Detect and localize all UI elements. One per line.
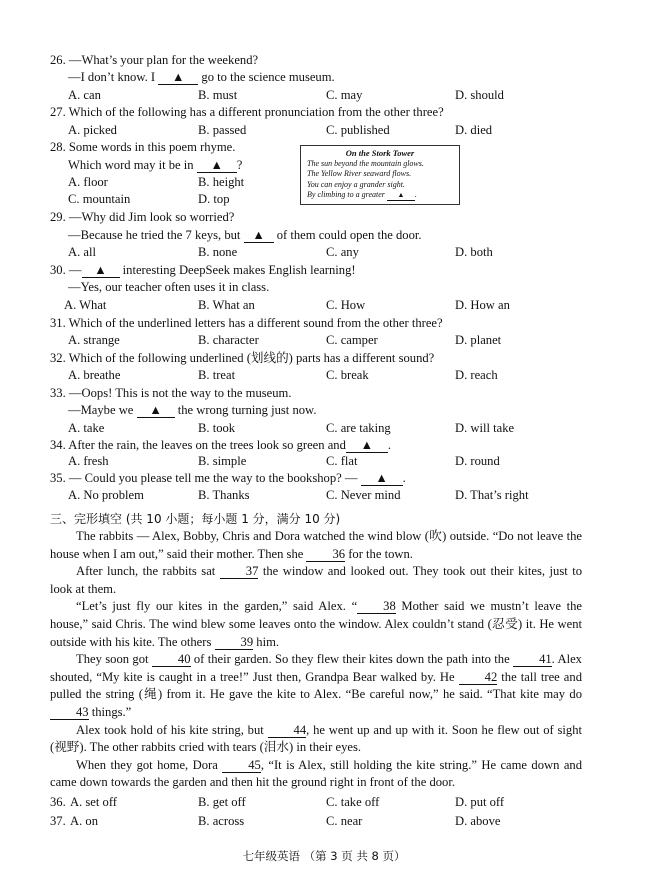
option-d[interactable]: D. That’s right [455, 488, 529, 502]
passage-text: . Alex shouted, “My kite is caught in a tree!” Just then, Grandpa Bear walked by. He [50, 652, 582, 684]
poem-line: You can enjoy a grander sight. [307, 179, 405, 189]
option-a[interactable]: A. take [68, 421, 105, 435]
question-text: —What’s your plan for the weekend? [68, 53, 259, 67]
question-text: —Maybe we [68, 403, 134, 417]
passage-text: for the town. [345, 546, 413, 561]
option-c[interactable]: C. Never mind [326, 488, 401, 502]
option-d[interactable]: D. How an [455, 298, 510, 312]
cloze-blank[interactable]: 38 [357, 600, 396, 614]
poem-line-text: By climbing to a greater [307, 190, 385, 199]
option-a[interactable]: A. strange [68, 333, 120, 347]
question-text: the wrong turning just now. [177, 403, 317, 417]
cloze-blank[interactable]: 36 [306, 548, 345, 562]
passage-text: When they got home, Dora [76, 757, 223, 772]
passage-text: the tall tree and pulled the string (绳) from it. He gave the kite to Alex. “Be careful now,” he said. “That kite may do [50, 669, 582, 702]
option-b[interactable]: B. must [198, 88, 238, 102]
cloze-blank[interactable]: 43 [50, 706, 89, 720]
question-text: After the rain, the leaves on the trees look so green and [68, 438, 346, 452]
cloze-blank[interactable]: 41 [513, 653, 552, 667]
option-a[interactable]: A. can [68, 88, 101, 102]
question-text: —Because he tried the 7 keys, but [68, 228, 241, 242]
answer-blank[interactable]: ▲ [137, 404, 175, 418]
question-text: Which of the following underlined (划线的) parts has a different sound? [68, 351, 435, 365]
passage-paragraph [50, 722, 582, 757]
question-text: Which of the following has a different pronunciation from the other three? [68, 105, 444, 119]
option-b[interactable]: B. simple [198, 454, 247, 468]
question-35 [50, 470, 406, 486]
option-d[interactable]: D. will take [455, 421, 515, 435]
question-number: 26. [50, 53, 66, 67]
question-text: —Oops! This is not the way to the museum. [68, 386, 292, 400]
question-number: 33. [50, 386, 66, 400]
option-d[interactable]: D. died [455, 123, 493, 137]
passage-paragraph [50, 563, 582, 598]
option-b[interactable]: B. Thanks [198, 488, 250, 502]
option-b[interactable]: B. get off [198, 795, 246, 809]
answer-blank[interactable]: ▲ [197, 159, 237, 173]
passage-text: the window and looked out. They took out their kites, just to look at them. [50, 564, 582, 596]
question-text: —Why did Jim look so worried? [68, 210, 235, 224]
answer-blank[interactable]: ▲ [346, 439, 388, 453]
option-b[interactable]: B. height [198, 175, 245, 189]
question-31 [50, 315, 443, 331]
passage-text: “Let’s just fly our kites in the garden,” said Alex. “ [76, 599, 358, 614]
passage-text: They soon got [76, 652, 152, 667]
option-d[interactable]: D. planet [455, 333, 502, 347]
option-b[interactable]: B. passed [198, 123, 247, 137]
passage-text: , he went up and up with it. Soon he flew out of sight (视野). The other rabbits cried with tears (泪水) in their eyes. [50, 722, 582, 755]
question-number: 27. [50, 105, 66, 119]
option-d[interactable]: D. should [455, 88, 504, 102]
question-text: ? [236, 158, 243, 172]
option-c[interactable]: C. break [326, 368, 369, 382]
option-c[interactable]: C. any [326, 245, 359, 259]
passage-paragraph [50, 757, 582, 792]
option-c[interactable]: C. mountain [68, 192, 131, 206]
option-c[interactable]: C. How [326, 298, 366, 312]
question-34 [50, 437, 391, 453]
question-text: Which word may it be in [68, 158, 194, 172]
option-a[interactable]: A. set off [70, 795, 117, 809]
option-a[interactable]: A. No problem [68, 488, 144, 502]
passage-text: Mother said we mustn’t leave the house,” said Chris. The wind blew some leaves onto the window. Alex couldn’t stand (忍受) it. He went outside with his kite. The others [50, 599, 582, 649]
cloze-blank[interactable]: 39 [215, 636, 254, 650]
question-33 [50, 385, 292, 401]
question-text: —I don’t know. I [68, 70, 156, 84]
passage-text: After lunch, the rabbits sat [76, 564, 220, 579]
option-c[interactable]: C. published [326, 123, 390, 137]
question-line: —Yes, our teacher often uses it in class. [68, 280, 270, 294]
question-line [68, 69, 335, 85]
question-line [68, 157, 242, 173]
option-a[interactable]: A. picked [68, 123, 117, 137]
question-29 [50, 209, 234, 225]
option-d[interactable]: D. round [455, 454, 500, 468]
cloze-blank[interactable]: 40 [152, 653, 191, 667]
question-text: interesting DeepSeek makes English learning! [122, 263, 356, 277]
option-a[interactable]: A. breathe [68, 368, 121, 382]
passage-text: , “It is Alex, still holding the kite string.” He came down and came down towards the garden and then hit the ground right in front of the door. [50, 757, 583, 790]
option-c[interactable]: C. may [326, 88, 363, 102]
question-line [68, 402, 316, 418]
passage-text: Alex took hold of his kite string, but [76, 722, 268, 737]
passage-text: of their garden. So they flew their kites down the path into the [190, 652, 514, 667]
passage-paragraph [50, 598, 582, 651]
option-a[interactable]: A. fresh [68, 454, 109, 468]
question-text: . [387, 438, 392, 452]
poem-box [300, 145, 460, 205]
question-line [68, 227, 422, 243]
question-text: . [402, 471, 406, 485]
cloze-passage [50, 528, 582, 792]
option-b[interactable]: B. across [198, 814, 245, 828]
option-a[interactable]: A. all [68, 245, 96, 259]
cloze-blank[interactable]: 45 [222, 759, 261, 773]
option-b[interactable]: B. took [198, 421, 236, 435]
option-c[interactable]: C. take off [326, 795, 380, 809]
question-number: 32. [50, 351, 66, 365]
question-32 [50, 350, 434, 366]
passage-text: The rabbits — Alex, Bobby, Chris and Dora watched the wind blow (吹) outside. “Do not leave the house when I am out,” said their mother. Then she [50, 529, 582, 561]
answer-blank[interactable]: ▲ [244, 229, 274, 243]
passage-text: things.” [88, 704, 132, 719]
question-text: go to the science museum. [201, 70, 335, 84]
option-a[interactable]: A. on [70, 814, 98, 828]
question-text: Which of the underlined letters has a different sound from the other three? [68, 316, 443, 330]
question-number: 36. [50, 795, 66, 809]
option-c[interactable]: C. camper [326, 333, 378, 347]
option-b[interactable]: B. What an [198, 298, 255, 312]
answer-blank[interactable]: ▲ [158, 71, 198, 85]
question-28 [50, 139, 235, 155]
answer-blank[interactable]: ▲ [361, 472, 403, 486]
cloze-blank[interactable]: 42 [459, 671, 498, 685]
question-number: 31. [50, 316, 66, 330]
question-number: 34. [50, 438, 66, 452]
question-text: — Could you please tell me the way to the bookshop? — [68, 471, 358, 485]
option-d[interactable]: D. above [455, 814, 501, 828]
question-number: 30. [50, 263, 66, 277]
cloze-blank[interactable]: 44 [268, 724, 307, 738]
poem-line: By climbing to a greater ▲ . [307, 190, 417, 199]
page-footer: 七年级英语 （第 3 页 共 8 页） [242, 849, 406, 863]
option-d[interactable]: D. top [198, 192, 230, 206]
option-c[interactable]: C. are taking [326, 421, 391, 435]
poem-line: The Yellow River seaward flows. [307, 169, 412, 178]
option-d[interactable]: D. reach [455, 368, 498, 382]
section-title: 三、完形填空 (共 10 小题；每小题 1 分，满分 10 分) [50, 512, 341, 526]
poem-line: The sun beyond the mountain glows. [307, 158, 424, 168]
poem-blank: ▲ [387, 191, 415, 201]
answer-blank[interactable]: ▲ [82, 264, 120, 278]
question-27 [50, 104, 444, 120]
question-text: — [68, 263, 82, 277]
question-number: 28. [50, 140, 66, 154]
option-b[interactable]: B. treat [198, 368, 236, 382]
option-b[interactable]: B. none [198, 245, 238, 259]
option-a[interactable]: A. floor [68, 175, 108, 189]
option-d[interactable]: D. both [455, 245, 493, 259]
question-text: of them could open the door. [276, 228, 422, 242]
question-26 [50, 52, 258, 68]
option-d[interactable]: D. put off [455, 795, 505, 809]
passage-paragraph [50, 528, 582, 563]
option-a[interactable]: A. What [64, 298, 107, 312]
poem-title: On the Stork Tower [345, 148, 415, 158]
question-30 [50, 262, 356, 278]
passage-text: him. [253, 634, 280, 649]
option-c[interactable]: C. flat [326, 454, 358, 468]
question-number: 37. [50, 814, 66, 828]
cloze-question-36 [50, 794, 66, 810]
question-number: 29. [50, 210, 66, 224]
question-text: Some words in this poem rhyme. [68, 140, 236, 154]
option-c[interactable]: C. near [326, 814, 363, 828]
cloze-blank[interactable]: 37 [220, 565, 259, 579]
option-b[interactable]: B. character [198, 333, 259, 347]
cloze-question-37 [50, 813, 66, 829]
question-number: 35. [50, 471, 66, 485]
passage-paragraph [50, 651, 582, 721]
